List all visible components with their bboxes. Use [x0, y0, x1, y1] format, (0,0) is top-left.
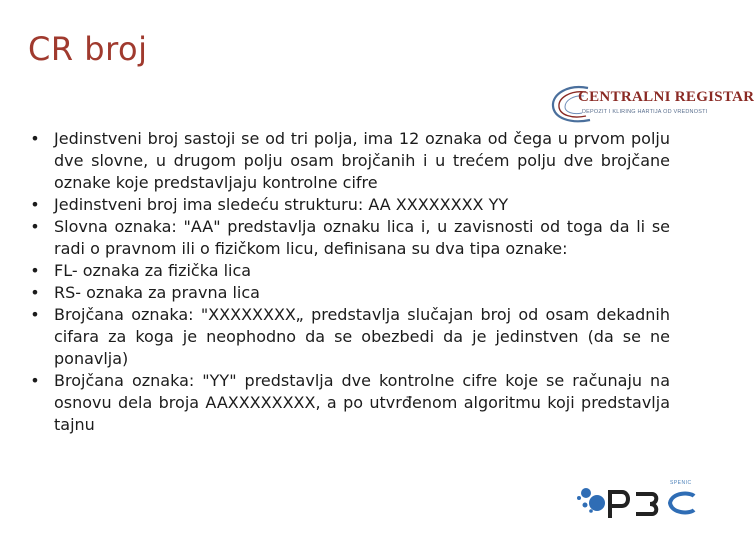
bullet-text: FL- oznaka za fizička lica	[54, 261, 252, 280]
bullet-text: Jedinstveni broj sastoji se od tri polja, ima 12 oznaka od čega u prvom polju dve slovne, u drugom polju osam brojčanih i u trećem polju dve brojčane oznake koje predstavljaju kontrolne cifre	[54, 129, 670, 192]
centralni-registar-logo	[548, 82, 754, 128]
bullet-text: Jedinstveni broj ima sledeću strukturu: AA XXXXXXXX YY	[54, 195, 509, 214]
bullet-item	[28, 216, 670, 260]
bullet-list	[28, 128, 670, 436]
bullet-dot: •	[30, 217, 40, 236]
bullet-dot: •	[30, 195, 40, 214]
bullet-text: Brojčana oznaka: "XXXXXXXX„ predstavlja slučajan broj od osam dekadnih cifara za koga je neophodno da se obezbedi da je jedinstven (da se ne ponavlja)	[54, 305, 670, 368]
p3c-logo	[576, 480, 712, 524]
bullet-text: RS- oznaka za pravna lica	[54, 283, 260, 302]
bullet-dot: •	[30, 305, 40, 324]
bullet-text: Brojčana oznaka: "YY" predstavlja dve kontrolne cifre koje se računaju na osnovu dela broja AAXXXXXXXX, a po utvrđenom algoritmu koji predstavlja tajnu	[54, 371, 670, 434]
bullet-item	[28, 128, 670, 194]
bullet-dot: •	[30, 371, 40, 390]
bullet-dot: •	[30, 129, 40, 148]
bullet-item	[28, 304, 670, 370]
bullet-text: Slovna oznaka: "AA" predstavlja oznaku lica i, u zavisnosti od toga da li se radi o pravnom ili o fizičkom licu, definisana su dva tipa oznake:	[54, 217, 670, 258]
bullet-item	[28, 370, 670, 436]
bullet-item	[28, 194, 670, 216]
p3c-mark-icon	[576, 484, 712, 524]
logo-registar-subtitle: DEPOZIT I KLIRING HARTIJA OD VREDNOSTI	[582, 109, 708, 115]
bullet-item	[28, 282, 670, 304]
bullet-dot: •	[30, 261, 40, 280]
slide-title: CR broj	[28, 30, 148, 68]
p3c-small-text: SPENIC	[670, 480, 692, 486]
bullet-dot: •	[30, 283, 40, 302]
bullet-item	[28, 260, 670, 282]
logo-registar-name: CENTRALNI REGISTAR	[578, 89, 754, 105]
